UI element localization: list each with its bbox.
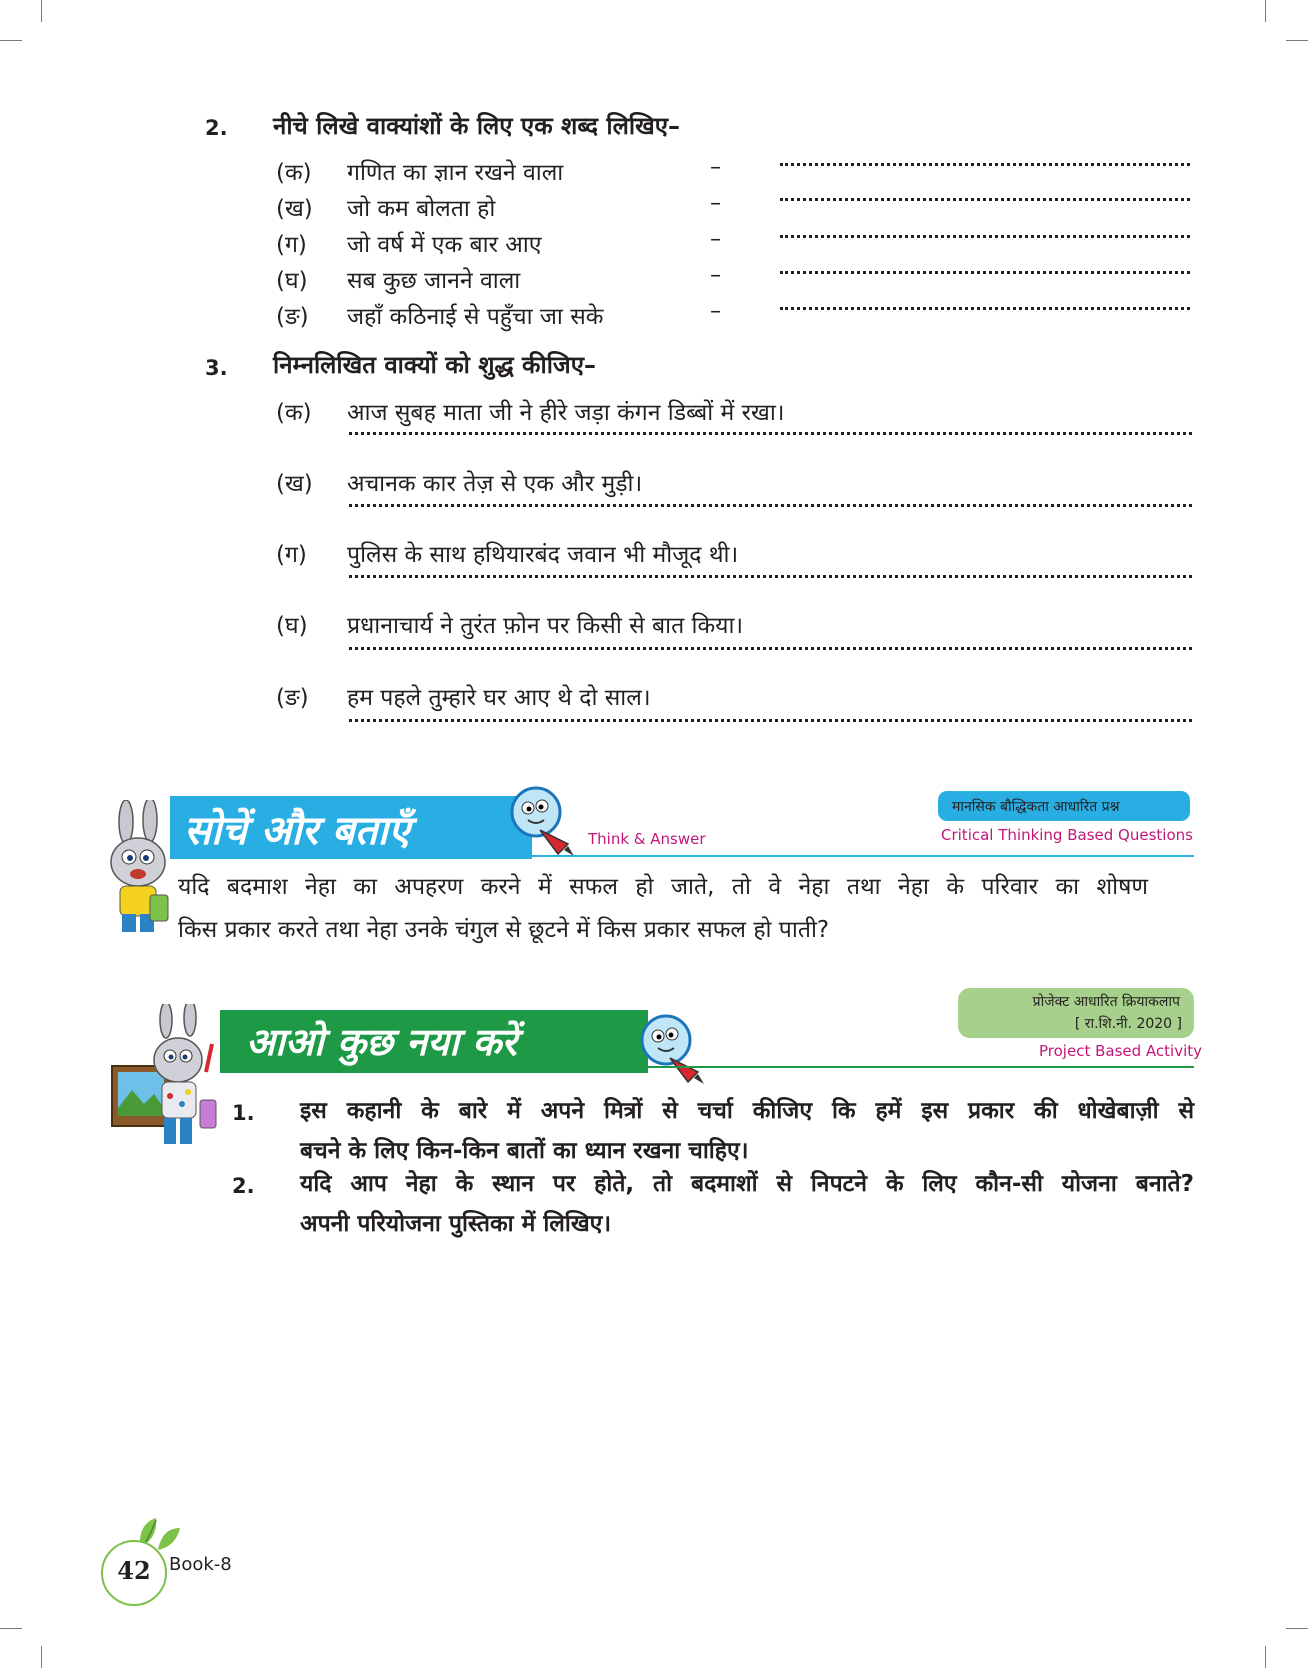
answer-line[interactable] (780, 235, 1190, 238)
page-number: 42 (117, 1556, 151, 1585)
pencil-mascot-icon (506, 780, 578, 856)
activity-item-number: 1. (232, 1101, 255, 1125)
item-text: सब कुछ जानने वाला (347, 268, 521, 294)
item-label: (ख) (276, 471, 313, 497)
think-tag-english: Critical Thinking Based Questions (941, 826, 1193, 844)
question-number: 2. (205, 116, 228, 140)
item-label: (ग) (276, 542, 307, 568)
item-label: (क) (276, 400, 312, 426)
answer-line[interactable] (349, 504, 1192, 507)
rabbit-mascot-icon (98, 800, 178, 940)
item-text: गणित का ज्ञान रखने वाला (347, 160, 564, 186)
crop-mark (1265, 1646, 1266, 1668)
question-title: निम्नलिखित वाक्यों को शुद्ध कीजिए– (273, 351, 597, 379)
dash: – (710, 155, 721, 180)
activity-tag (958, 988, 1194, 1038)
activity-item-text: इस कहानी के बारे में अपने मित्रों से चर्चा कीजिए कि हमें इस प्रकार की धोखेबाज़ी से (300, 1098, 1194, 1124)
think-banner (170, 796, 532, 859)
answer-line[interactable] (780, 271, 1190, 274)
item-text: पुलिस के साथ हथियारबंद जवान भी मौजूद थी। (347, 542, 739, 568)
activity-item-text: बचने के लिए किन-किन बातों का ध्यान रखना चाहिए। (300, 1138, 749, 1164)
book-label: Book-8 (169, 1554, 232, 1575)
item-label: (ङ) (276, 685, 309, 711)
question-title: नीचे लिखे वाक्यांशों के लिए एक शब्द लिखिए– (273, 112, 681, 140)
item-label: (घ) (276, 268, 308, 294)
crop-mark (0, 40, 22, 41)
item-label: (ङ) (276, 304, 309, 330)
item-text: आज सुबह माता जी ने हीरे जड़ा कंगन डिब्बों में रखा। (347, 400, 785, 426)
dash: – (710, 227, 721, 252)
activity-banner-title: आओ कुछ नया करें (246, 1019, 517, 1064)
think-banner-title: सोचें और बताएँ (184, 807, 411, 854)
item-label: (घ) (276, 613, 308, 639)
think-rule (170, 855, 1194, 857)
activity-rule (220, 1066, 1194, 1068)
answer-line[interactable] (780, 163, 1190, 166)
item-text: जहाँ कठिनाई से पहुँचा जा सके (347, 304, 604, 330)
activity-item-text: यदि आप नेहा के स्थान पर होते, तो बदमाशों से निपटने के लिए कौन-सी योजना बनाते? (300, 1171, 1194, 1197)
activity-tag-english: Project Based Activity (1039, 1042, 1203, 1060)
dash: – (710, 299, 721, 324)
dash: – (710, 191, 721, 216)
answer-line[interactable] (349, 719, 1192, 722)
activity-tag-line-1: प्रोजेक्ट आधारित क्रियाकलाप (1032, 994, 1180, 1010)
crop-mark (41, 0, 42, 22)
crop-mark (41, 1646, 42, 1668)
answer-line[interactable] (780, 307, 1190, 310)
crop-mark (1286, 1628, 1308, 1629)
answer-line[interactable] (349, 647, 1192, 650)
crop-mark (0, 1628, 22, 1629)
item-text: जो वर्ष में एक बार आए (347, 232, 542, 258)
page-number-circle (101, 1540, 167, 1606)
rabbit-painter-icon (108, 1004, 220, 1150)
item-text: अचानक कार तेज़ से एक और मुड़ी। (347, 471, 643, 497)
activity-banner (220, 1010, 648, 1073)
answer-line[interactable] (780, 198, 1190, 201)
item-label: (क) (276, 160, 312, 186)
activity-item-number: 2. (232, 1174, 255, 1198)
activity-item-text: अपनी परियोजना पुस्तिका में लिखिए। (300, 1211, 612, 1237)
item-text: प्रधानाचार्य ने तुरंत फ़ोन पर किसी से बात किया। (347, 613, 744, 639)
question-number: 3. (205, 356, 228, 380)
crop-mark (1286, 40, 1308, 41)
item-label: (ख) (276, 196, 313, 222)
crop-mark (1265, 0, 1266, 22)
answer-line[interactable] (349, 575, 1192, 578)
item-label: (ग) (276, 232, 307, 258)
think-tag-text: मानसिक बौद्धिकता आधारित प्रश्न (952, 799, 1120, 815)
think-question-line-1: यदि बदमाश नेहा का अपहरण करने में सफल हो जाते, तो वे नेहा तथा नेहा के परिवार का शोषण (178, 874, 1148, 900)
activity-tag-line-2: [ रा.शि.नी. 2020 ] (1074, 1016, 1182, 1032)
item-text: जो कम बोलता हो (347, 196, 496, 222)
item-text: हम पहले तुम्हारे घर आए थे दो साल। (347, 685, 651, 711)
think-question-line-2: किस प्रकार करते तथा नेहा उनके चंगुल से छूटने में किस प्रकार सफल हो पाती? (178, 917, 830, 943)
dash: – (710, 263, 721, 288)
pencil-mascot-icon (636, 1008, 708, 1084)
answer-line[interactable] (349, 432, 1192, 435)
think-tag (938, 791, 1190, 821)
think-subtitle: Think & Answer (588, 830, 706, 848)
